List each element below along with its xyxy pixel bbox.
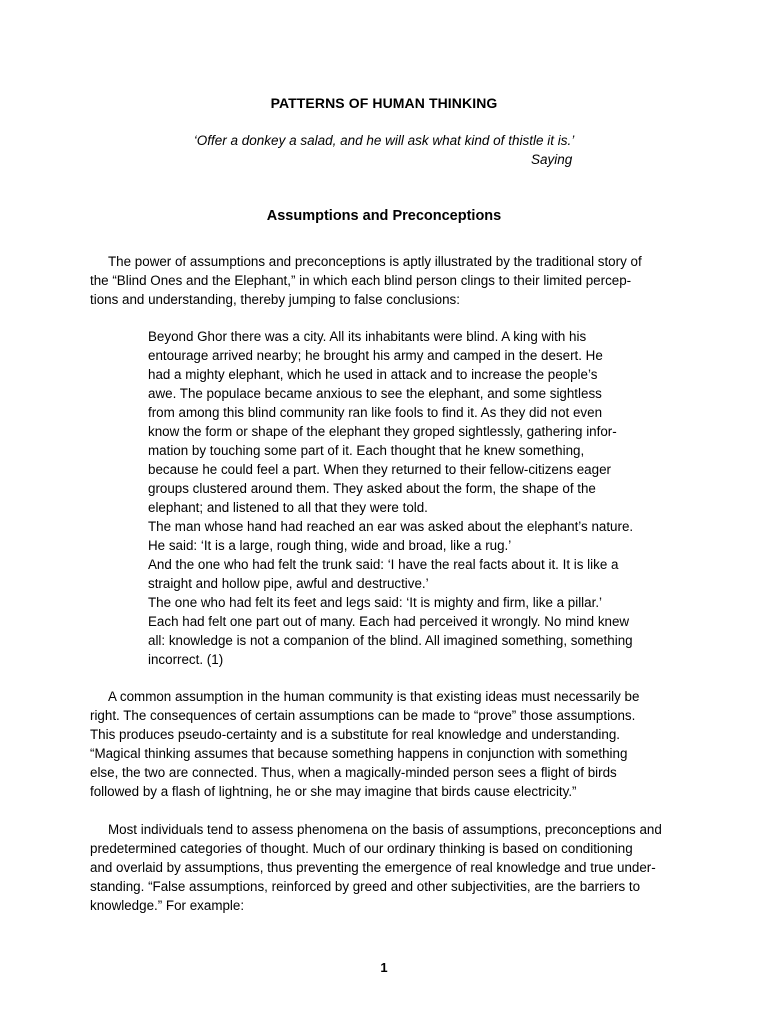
quote-line: entourage arrived nearby; he brought his army and camped in the desert. He xyxy=(148,348,603,363)
document-title: PATTERNS OF HUMAN THINKING xyxy=(270,95,498,111)
quote-line: all: knowledge is not a companion of the blind. All imagined something, something xyxy=(148,633,633,648)
quote-line: He said: ‘It is a large, rough thing, wide and broad, like a rug.’ xyxy=(148,538,512,553)
quote-line: The one who had felt its feet and legs said: ‘It is mighty and firm, like a pillar.’ xyxy=(148,595,603,610)
quote-line: incorrect. (1) xyxy=(148,652,224,667)
quote-line: awe. The populace became anxious to see the elephant, and some sightless xyxy=(148,386,602,401)
quote-line: Beyond Ghor there was a city. All its inhabitants were blind. A king with his xyxy=(148,329,587,344)
quote-line: know the form or shape of the elephant they groped sightlessly, gathering infor- xyxy=(148,424,617,439)
text-line: A common assumption in the human community is that existing ideas must necessarily be xyxy=(108,689,640,704)
text-line: predetermined categories of thought. Much of our ordinary thinking is based on conditioning xyxy=(90,841,633,856)
quote-line: Each had felt one part out of many. Each had perceived it wrongly. No mind knew xyxy=(148,614,630,629)
text-line: followed by a flash of lightning, he or she may imagine that birds cause electricity.” xyxy=(90,784,577,799)
epigraph-source: Saying xyxy=(531,152,573,167)
text-line: This produces pseudo-certainty and is a substitute for real knowledge and understanding. xyxy=(90,727,620,742)
quote-line: from among this blind community ran like fools to find it. As they did not even xyxy=(148,405,603,420)
quote-line: had a mighty elephant, which he used in attack and to increase the people’s xyxy=(148,367,598,382)
quote-line: because he could feel a part. When they returned to their fellow-citizens eager xyxy=(148,462,611,477)
text-line: knowledge.” For example: xyxy=(90,898,245,913)
quote-line: straight and hollow pipe, awful and destructive.’ xyxy=(148,576,429,591)
text-line: else, the two are connected. Thus, when a magically-minded person sees a flight of birds xyxy=(90,765,617,780)
quote-line: mation by touching some part of it. Each thought that he knew something, xyxy=(148,443,585,458)
paragraph-assumption xyxy=(90,687,680,801)
paragraph-assessment xyxy=(90,820,680,915)
text-line: “Magical thinking assumes that because something happens in conjunction with something xyxy=(90,746,628,761)
quote-line: And the one who had felt the trunk said: ‘I have the real facts about it. It is like a xyxy=(148,557,619,572)
quote-line: The man whose hand had reached an ear was asked about the elephant’s nature. xyxy=(148,519,634,534)
text-line: Most individuals tend to assess phenomena on the basis of assumptions, preconceptions and xyxy=(108,822,662,837)
text-line: and overlaid by assumptions, thus preventing the emergence of real knowledge and true under- xyxy=(90,860,656,875)
epigraph-quote: ‘Offer a donkey a salad, and he will ask what kind of thistle it is.’ xyxy=(193,133,575,148)
text-line: right. The consequences of certain assumptions can be made to “prove” those assumptions. xyxy=(90,708,636,723)
quote-line: groups clustered around them. They asked about the form, the shape of the xyxy=(148,481,596,496)
paragraph-intro xyxy=(90,252,680,309)
section-heading: Assumptions and Preconceptions xyxy=(266,208,502,224)
text-line: tions and understanding, thereby jumping to false conclusions: xyxy=(90,292,460,307)
page-number: 1 xyxy=(380,960,388,975)
text-line: the “Blind Ones and the Elephant,” in which each blind person clings to their limited percep- xyxy=(90,273,632,288)
text-line: The power of assumptions and preconceptions is aptly illustrated by the traditional story of xyxy=(108,254,642,269)
quote-line: elephant; and listened to all that they were told. xyxy=(148,500,428,515)
block-quote xyxy=(148,327,668,669)
text-line: standing. “False assumptions, reinforced by greed and other subjectivities, are the barriers to xyxy=(90,879,641,894)
